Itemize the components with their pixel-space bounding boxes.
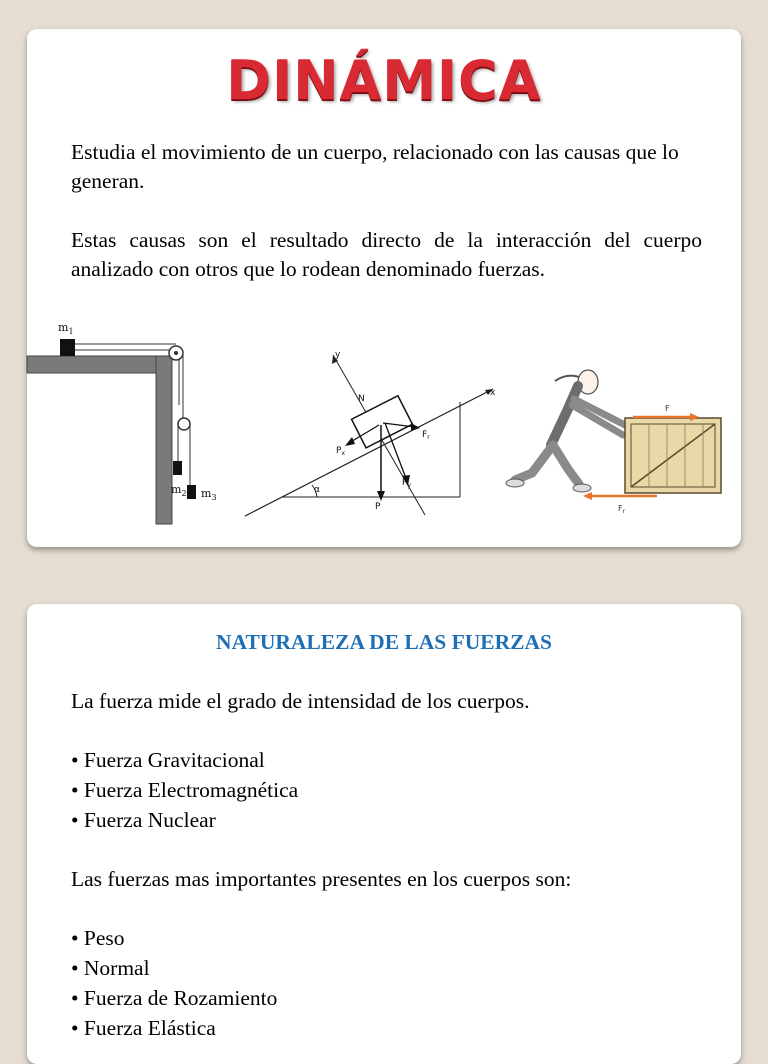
label-px-sub: x <box>341 450 345 457</box>
label-py: P <box>402 478 408 488</box>
label-fr: F <box>422 430 428 440</box>
svg-text:Fr <box>422 430 430 441</box>
label-m1: m <box>58 321 69 334</box>
label-p: P <box>375 502 381 512</box>
svg-text:m1 <box>58 321 74 336</box>
label-alpha: α <box>314 485 320 495</box>
slide-content <box>71 686 571 1043</box>
list-item: • Fuerza Gravitacional <box>71 748 265 772</box>
slide-naturaleza <box>27 604 741 1064</box>
label-friction-sub: r <box>622 508 626 515</box>
svg-text:m3 <box>201 487 217 502</box>
label-m2: m <box>171 483 182 496</box>
intro-line: La fuerza mide el grado de intensidad de los cuerpos. <box>71 689 530 713</box>
label-y: y <box>335 350 341 360</box>
definition-paragraph: Estudia el movimiento de un cuerpo, relacionado con las causas que lo generan. <box>71 140 679 193</box>
pushing-crate-figure <box>506 370 721 515</box>
slide-title: DINÁMICA <box>226 49 542 112</box>
mass-m1 <box>60 339 75 356</box>
label-px: P <box>336 446 342 456</box>
slide-title: NATURALEZA DE LAS FUERZAS <box>216 630 552 654</box>
lower-pulley <box>178 418 190 430</box>
intro-line-2: Las fuerzas mas importantes presentes en los cuerpos son: <box>71 867 572 891</box>
svg-text:Px <box>336 446 345 457</box>
causes-paragraph: Estas causas son el resultado directo de la interacción del cuerpo analizado con otros que lo rodean denominado fuerzas. <box>71 228 702 281</box>
label-friction: F <box>618 504 623 513</box>
list-item: • Normal <box>71 956 150 980</box>
label-m1-sub: 1 <box>68 327 74 336</box>
slide-dinamica <box>27 29 741 547</box>
label-m3: m <box>201 487 212 500</box>
label-m3-sub: 3 <box>211 493 217 502</box>
label-py-sub: y <box>407 482 411 489</box>
list-item: • Peso <box>71 926 125 950</box>
mass-m3 <box>187 485 196 499</box>
list-item: • Fuerza de Rozamiento <box>71 986 278 1010</box>
pulley-figure <box>27 321 217 524</box>
mass-m2 <box>173 461 182 475</box>
label-x: x <box>490 388 496 398</box>
figures-row <box>27 313 741 515</box>
svg-text:Fr <box>618 504 626 515</box>
label-n: N <box>358 394 365 404</box>
svg-text:m2 <box>171 483 187 498</box>
inclined-plane-figure <box>245 350 496 516</box>
label-m2-sub: 2 <box>181 489 187 498</box>
list-item: • Fuerza Nuclear <box>71 808 216 832</box>
list-item: • Fuerza Elástica <box>71 1016 216 1040</box>
label-fr-sub: r <box>427 434 430 441</box>
label-force: F <box>665 404 670 413</box>
svg-text:Py <box>402 478 411 489</box>
list-item: • Fuerza Electromagnética <box>71 778 299 802</box>
